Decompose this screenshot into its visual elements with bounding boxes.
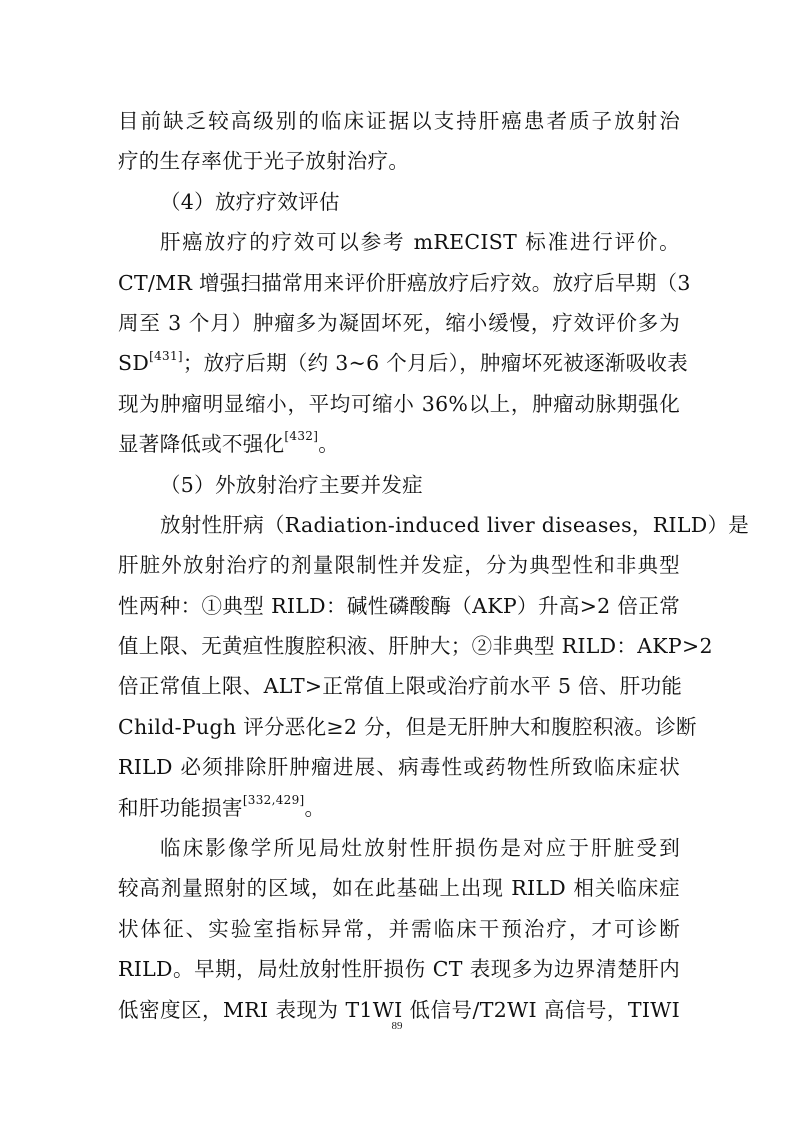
line-text: 较高剂量照射的区域，如在此基础上出现 RILD 相关临床症 (118, 876, 680, 901)
text-line (118, 586, 680, 626)
line-text: RILD。早期，局灶放射性肝损伤 CT 表现多为边界清楚肝内 (118, 957, 680, 982)
line-text: 放射性肝病（Radiation-induced liver diseases，RILD）是 (160, 512, 750, 537)
text-line (118, 545, 680, 585)
citation-superscript: [431] (149, 348, 183, 363)
line-text: ；放疗后期（约 3~6 个月后），肿瘤坏死被逐渐吸收表 (182, 351, 689, 376)
body-text (118, 101, 750, 1030)
text-line (118, 343, 689, 383)
line-text: 疗的生存率优于光子放射治疗。 (118, 149, 410, 174)
citation-superscript: [332,429] (242, 792, 305, 807)
line-text: 目前缺乏较高级别的临床证据以支持肝癌患者质子放射治 (118, 109, 680, 133)
text-line (118, 424, 680, 464)
heading-text: （5）外放射治疗主要并发症 (160, 472, 423, 497)
text-line (118, 788, 680, 828)
line-text: RILD 必须排除肝肿瘤进展、病毒性或药物性所致临床症状 (118, 755, 680, 780)
line-text: 性两种：①典型 RILD：碱性磷酸酶（AKP）升高>2 倍正常 (118, 593, 680, 618)
text-line (118, 828, 680, 868)
text-line (118, 909, 680, 949)
line-text: 肝脏外放射治疗的剂量限制性并发症，分为典型性和非典型 (118, 553, 680, 578)
text-line (118, 263, 691, 303)
line-text: 值上限、无黄疸性腹腔积液、肝肿大；②非典型 RILD：AKP>2 (118, 634, 713, 659)
line-text: 周至 3 个月）肿瘤多为凝固坏死，缩小缓慢，疗效评价多为 (118, 310, 680, 335)
text-line (118, 949, 680, 989)
line-text: 现为肿瘤明显缩小，平均可缩小 36%以上，肿瘤动脉期强化 (118, 391, 680, 416)
line-text: 肝癌放疗的疗效可以参考 mRECIST 标准进行评价。 (160, 230, 680, 255)
text-line (118, 747, 680, 787)
section-heading (118, 182, 680, 222)
line-text: 和肝功能损害 (118, 795, 243, 820)
text-line (118, 666, 683, 706)
text-line (118, 868, 680, 908)
text-line (118, 505, 750, 545)
line-text: 低密度区，MRI 表现为 T1WI 低信号/T2WI 高信号，TIWI (118, 997, 680, 1022)
text-line (118, 303, 680, 343)
text-line (118, 384, 680, 424)
line-text: 倍正常值上限、ALT>正常值上限或治疗前水平 5 倍、肝功能 (118, 674, 683, 699)
line-text: SD (118, 351, 150, 376)
line-text: 临床影像学所见局灶放射性肝损伤是对应于肝脏受到 (160, 836, 680, 861)
line-text: CT/MR 增强扫描常用来评价肝癌放疗后疗效。放疗后早期（3 (118, 270, 691, 295)
heading-text: （4）放疗疗效评估 (160, 189, 340, 214)
line-text: 。 (304, 795, 326, 820)
line-text: Child-Pugh 评分恶化≥2 分，但是无肝肿大和腹腔积液。诊断 (118, 714, 697, 739)
text-line (118, 707, 697, 747)
citation-superscript: [432] (284, 429, 319, 444)
section-heading (118, 465, 680, 505)
text-line (118, 101, 680, 141)
text-line (118, 626, 713, 666)
line-text: 。 (318, 432, 339, 457)
page-number: 89 (391, 1020, 403, 1032)
line-text: 显著降低或不强化 (118, 432, 285, 457)
line-text: 状体征、实验室指标异常，并需临床干预治疗，才可诊断 (118, 916, 680, 941)
text-line (118, 141, 680, 181)
text-line (118, 222, 680, 262)
